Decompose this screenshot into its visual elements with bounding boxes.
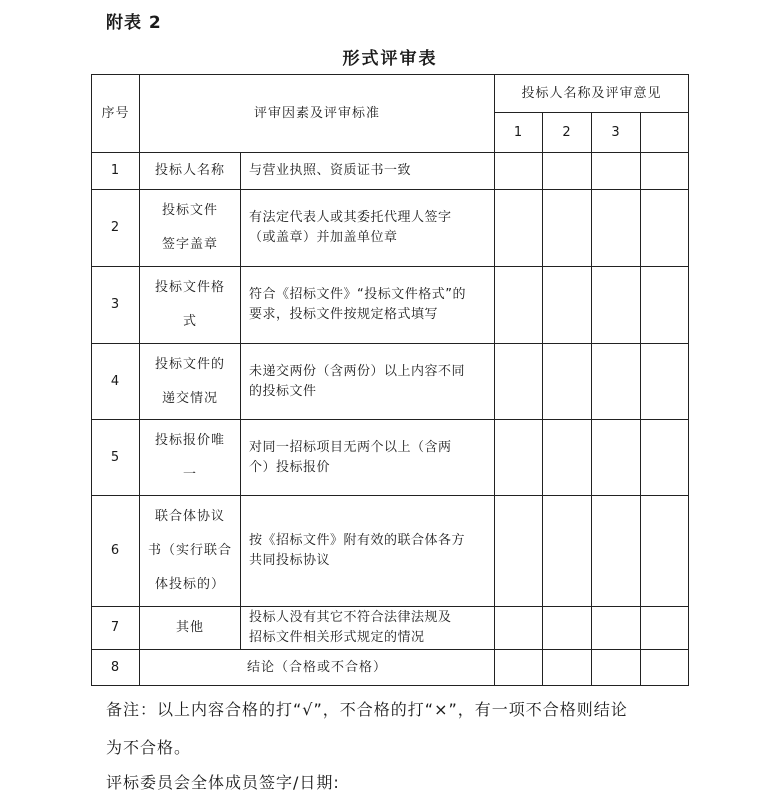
review-factor <box>140 344 241 420</box>
standard-line: 符合《招标文件》“投标文件格式”的 <box>249 287 466 302</box>
bidder-opinion-cell[interactable] <box>495 153 543 190</box>
conclusion-cell[interactable] <box>495 650 543 686</box>
row-number: 8 <box>92 650 140 686</box>
header-criteria: 评审因素及评审标准 <box>140 75 495 153</box>
factor-line: 体投标的） <box>154 577 225 592</box>
conclusion-cell[interactable] <box>592 650 641 686</box>
standard-line: 对同一招标项目无两个以上（含两 <box>249 439 452 455</box>
table-row <box>92 607 689 650</box>
review-standard <box>241 267 495 344</box>
table-row <box>92 344 689 420</box>
review-factor <box>140 607 241 650</box>
table-row <box>92 496 689 607</box>
bidder-opinion-cell[interactable] <box>495 420 543 496</box>
row-number: 1 <box>92 153 140 190</box>
bidder-opinion-cell[interactable] <box>641 153 689 190</box>
factor-line: 式 <box>182 314 197 329</box>
standard-line: 的投标文件 <box>249 383 317 399</box>
bidder-opinion-cell[interactable] <box>495 190 543 267</box>
row-number: 2 <box>92 190 140 267</box>
standard-line: 要求，投标文件按规定格式填写 <box>249 307 439 322</box>
bidder-opinion-cell[interactable] <box>592 420 641 496</box>
review-standard <box>241 420 495 496</box>
bidder-opinion-cell[interactable] <box>592 267 641 344</box>
bidder-opinion-cell[interactable] <box>543 267 592 344</box>
bidder-opinion-cell[interactable] <box>495 344 543 420</box>
review-factor <box>140 267 241 344</box>
note-line-2: 为不合格。 <box>106 738 192 757</box>
table-row <box>92 190 689 267</box>
standard-line: 投标人没有其它不符合法律法规及 <box>249 610 452 625</box>
header-bidder-col: 1 <box>495 113 543 153</box>
review-factor <box>140 153 241 190</box>
bidder-opinion-cell[interactable] <box>641 607 689 650</box>
factor-line: 其他 <box>175 620 204 635</box>
bidder-opinion-cell[interactable] <box>641 344 689 420</box>
conclusion-cell[interactable] <box>543 650 592 686</box>
factor-line: 投标文件格 <box>154 280 225 295</box>
standard-line: 招标文件相关形式规定的情况 <box>249 630 425 645</box>
factor-line: 书（实行联合 <box>147 543 232 558</box>
bidder-opinion-cell[interactable] <box>543 420 592 496</box>
review-standard <box>241 344 495 420</box>
conclusion-cell[interactable] <box>641 650 689 686</box>
bidder-opinion-cell[interactable] <box>592 607 641 650</box>
bidder-opinion-cell[interactable] <box>592 190 641 267</box>
standard-line: （或盖章）并加盖单位章 <box>249 230 398 245</box>
factor-line: 联合体协议 <box>154 509 225 524</box>
table-row <box>92 153 689 190</box>
standard-line: 与营业执照、资质证书一致 <box>249 163 412 178</box>
factor-line: 投标文件的 <box>154 356 225 372</box>
appendix-label: 附表 2 <box>106 13 162 33</box>
row-number: 5 <box>92 420 140 496</box>
factor-line: 投标人名称 <box>154 163 225 178</box>
standard-line: 按《招标文件》附有效的联合体各方 <box>249 533 466 548</box>
bidder-opinion-cell[interactable] <box>495 267 543 344</box>
review-table <box>91 74 689 686</box>
bidder-opinion-cell[interactable] <box>641 420 689 496</box>
standard-line: 未递交两份（含两份）以上内容不同 <box>249 363 466 379</box>
factor-line: 递交情况 <box>161 390 218 406</box>
row-number: 6 <box>92 496 140 607</box>
table-row <box>92 267 689 344</box>
factor-line: 投标报价唯 <box>154 432 225 448</box>
header-bidder-col: 2 <box>543 113 592 153</box>
header-bidders-group: 投标人名称及评审意见 <box>495 75 689 113</box>
bidder-opinion-cell[interactable] <box>592 153 641 190</box>
note-line-1: 备注：以上内容合格的打“√”，不合格的打“×”，有一项不合格则结论 <box>106 700 628 719</box>
bidder-opinion-cell[interactable] <box>543 344 592 420</box>
header-row-top <box>92 75 689 113</box>
row-number: 3 <box>92 267 140 344</box>
review-factor <box>140 420 241 496</box>
factor-line: 投标文件 <box>161 203 218 218</box>
review-standard <box>241 496 495 607</box>
table-row <box>92 420 689 496</box>
bidder-opinion-cell[interactable] <box>495 607 543 650</box>
conclusion-label: 结论（合格或不合格） <box>140 650 495 686</box>
review-standard <box>241 190 495 267</box>
factor-line: 一 <box>182 466 197 482</box>
review-factor <box>140 496 241 607</box>
bidder-opinion-cell[interactable] <box>543 607 592 650</box>
signature-line: 评标委员会全体成员签字/日期: <box>106 773 340 792</box>
bidder-opinion-cell[interactable] <box>543 496 592 607</box>
row-number: 4 <box>92 344 140 420</box>
row-number: 7 <box>92 607 140 650</box>
bidder-opinion-cell[interactable] <box>543 190 592 267</box>
header-seq: 序号 <box>92 75 140 153</box>
bidder-opinion-cell[interactable] <box>641 190 689 267</box>
bidder-opinion-cell[interactable] <box>592 344 641 420</box>
bidder-opinion-cell[interactable] <box>592 496 641 607</box>
review-standard <box>241 607 495 650</box>
standard-line: 有法定代表人或其委托代理人签字 <box>249 210 452 225</box>
bidder-opinion-cell[interactable] <box>543 153 592 190</box>
header-bidder-col: 3 <box>592 113 641 153</box>
review-standard <box>241 153 495 190</box>
bidder-opinion-cell[interactable] <box>641 496 689 607</box>
bidder-opinion-cell[interactable] <box>641 267 689 344</box>
form-title: 形式评审表 <box>342 49 438 69</box>
standard-line: 共同投标协议 <box>249 553 331 568</box>
bidder-opinion-cell[interactable] <box>495 496 543 607</box>
factor-line: 签字盖章 <box>161 237 218 252</box>
standard-line: 个）投标报价 <box>249 459 331 475</box>
review-factor <box>140 190 241 267</box>
conclusion-row <box>92 650 689 686</box>
header-bidder-col <box>641 113 689 153</box>
